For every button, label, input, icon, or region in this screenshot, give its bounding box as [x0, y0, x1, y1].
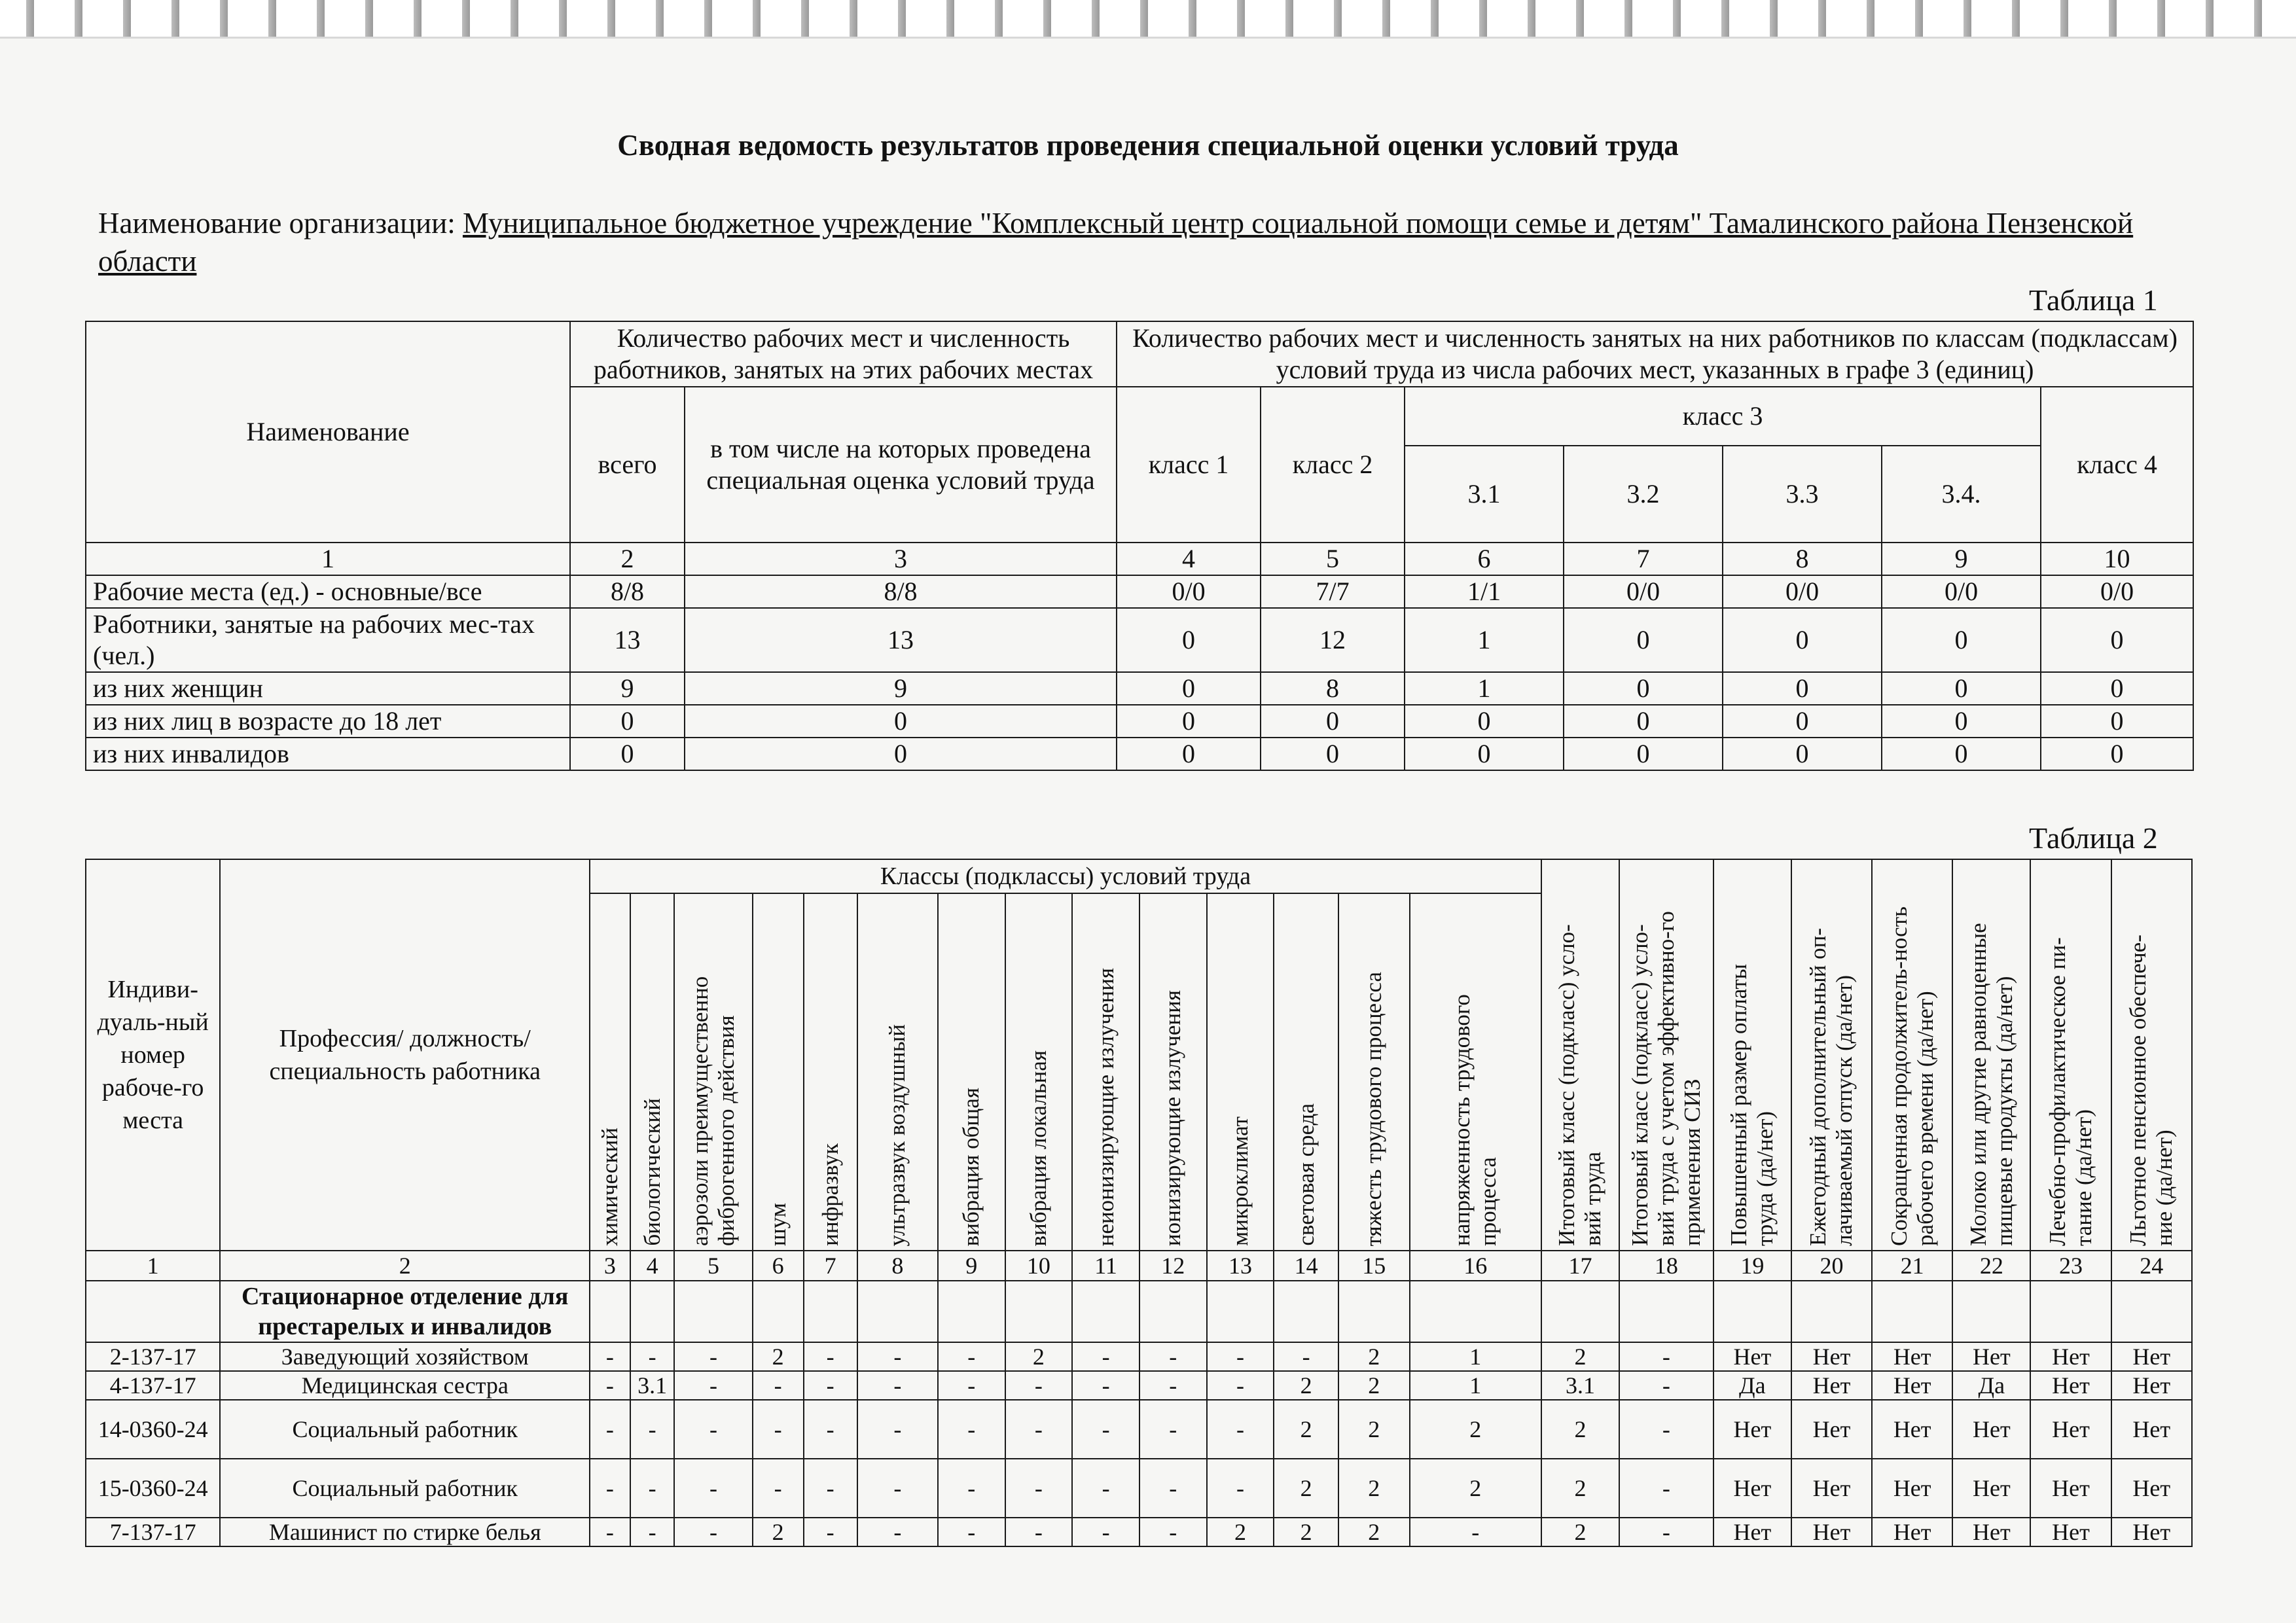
t1-cell: 0/0 — [1723, 575, 1882, 608]
t2-colnum: 8 — [857, 1251, 938, 1281]
t2-cell: - — [1619, 1342, 1713, 1371]
t1-header-class3: класс 3 — [1405, 387, 2041, 446]
organization-label: Наименование организации: — [98, 207, 463, 240]
empty-cell — [2030, 1281, 2111, 1342]
t2-cell: 2 — [1541, 1400, 1619, 1459]
t1-colnum: 7 — [1564, 543, 1723, 575]
t1-header-class2: класс 2 — [1261, 387, 1405, 543]
t1-cell: 0 — [1723, 608, 1882, 672]
t1-cell: 0/0 — [1564, 575, 1723, 608]
t1-row-name: из них инвалидов — [86, 738, 570, 770]
t2-workplace-id: 7-137-17 — [86, 1518, 220, 1546]
t1-cell: 0/0 — [1117, 575, 1261, 608]
t2-cell: - — [674, 1400, 752, 1459]
t2-cell: - — [1139, 1371, 1207, 1400]
t2-cell: - — [1005, 1400, 1073, 1459]
t2-cell: Нет — [1952, 1518, 2030, 1546]
t2-header-factor: тяжесть трудового процесса — [1338, 893, 1410, 1251]
t2-header-factor: световая среда — [1274, 893, 1338, 1251]
t1-header-3-2: 3.2 — [1564, 446, 1723, 543]
t2-colnum: 17 — [1541, 1251, 1619, 1281]
t2-colnum: 3 — [590, 1251, 630, 1281]
t2-profession: Социальный работник — [220, 1459, 590, 1518]
t2-cell: 2 — [1541, 1518, 1619, 1546]
t2-cell: 1 — [1410, 1342, 1541, 1371]
t1-cell: 0 — [1405, 738, 1564, 770]
t2-cell: 2 — [1541, 1342, 1619, 1371]
empty-cell — [1791, 1281, 1872, 1342]
t1-header-class1: класс 1 — [1117, 387, 1261, 543]
t2-cell: Нет — [1872, 1459, 1952, 1518]
empty-cell — [2111, 1281, 2192, 1342]
t2-cell: Нет — [2111, 1518, 2192, 1546]
t2-header-classes: Классы (подклассы) условий труда — [590, 859, 1541, 893]
t2-colnum: 1 — [86, 1251, 220, 1281]
t2-cell: Нет — [1713, 1342, 1791, 1371]
t2-cell: 2 — [1207, 1518, 1274, 1546]
t1-cell: 0 — [2041, 705, 2193, 738]
t2-cell: - — [630, 1400, 675, 1459]
t2-cell: - — [1072, 1342, 1139, 1371]
t2-cell: 2 — [1338, 1400, 1410, 1459]
t2-cell: 2 — [753, 1518, 804, 1546]
t2-colnum: 13 — [1207, 1251, 1274, 1281]
empty-cell — [1207, 1281, 1274, 1342]
t1-colnum: 8 — [1723, 543, 1882, 575]
t2-cell: - — [630, 1459, 675, 1518]
table-row — [86, 1518, 2192, 1546]
t2-cell: Нет — [2030, 1459, 2111, 1518]
t2-cell: Нет — [1872, 1371, 1952, 1400]
t2-cell: - — [857, 1371, 938, 1400]
table-row — [86, 1371, 2192, 1400]
t2-cell: Нет — [1872, 1518, 1952, 1546]
t2-cell: 2 — [1338, 1459, 1410, 1518]
t2-cell: 2 — [1541, 1459, 1619, 1518]
t2-cell: - — [938, 1518, 1005, 1546]
empty-cell — [86, 1281, 220, 1342]
t2-cell: - — [1139, 1459, 1207, 1518]
t2-cell: - — [1619, 1371, 1713, 1400]
t2-cell: - — [590, 1342, 630, 1371]
t2-header-factor: инфразвук — [804, 893, 857, 1251]
t1-cell: 1 — [1405, 608, 1564, 672]
empty-cell — [590, 1281, 630, 1342]
t1-row-name: Рабочие места (ед.) - основные/все — [86, 575, 570, 608]
t1-cell: 9 — [570, 672, 685, 705]
t1-header-assessed: в том числе на которых проведена специальная оценка условий труда — [685, 387, 1117, 543]
t2-cell: Нет — [1791, 1400, 1872, 1459]
t1-row-name: из них лиц в возрасте до 18 лет — [86, 705, 570, 738]
table1-label: Таблица 1 — [2029, 283, 2158, 317]
t2-cell: 1 — [1410, 1371, 1541, 1400]
t2-cell: Нет — [1952, 1342, 2030, 1371]
table-row — [86, 1459, 2192, 1518]
t1-cell: 0 — [1882, 672, 2041, 705]
t2-colnum: 21 — [1872, 1251, 1952, 1281]
t1-colnum: 6 — [1405, 543, 1564, 575]
t1-body — [86, 575, 2193, 770]
table2-label: Таблица 2 — [2029, 821, 2158, 855]
t2-cell: - — [590, 1518, 630, 1546]
t2-header-factor: напряженность трудового процесса — [1410, 893, 1541, 1251]
t2-cell: Нет — [1791, 1342, 1872, 1371]
t1-cell: 9 — [685, 672, 1117, 705]
t2-cell: - — [857, 1518, 938, 1546]
t2-header-final-class-siz: Итоговый класс (подкласс) усло-вий труда с учетом эффективно-го применения СИЗ — [1619, 859, 1713, 1251]
t2-header-guarantee: Сокращенная продолжитель-ность рабочего времени (да/нет) — [1872, 859, 1952, 1251]
t2-cell: 3.1 — [630, 1371, 675, 1400]
t2-cell: - — [674, 1459, 752, 1518]
t2-cell: - — [938, 1371, 1005, 1400]
t2-header-guarantee: Ежегодный дополнительный оп-лачиваемый отпуск (да/нет) — [1791, 859, 1872, 1251]
t2-cell: Нет — [2111, 1371, 2192, 1400]
t2-profession: Машинист по стирке белья — [220, 1518, 590, 1546]
table-row — [86, 1342, 2192, 1371]
t1-header-3-4: 3.4. — [1882, 446, 2041, 543]
t2-cell: - — [590, 1371, 630, 1400]
t2-cell: - — [1207, 1459, 1274, 1518]
t1-cell: 0 — [685, 738, 1117, 770]
t2-cell: - — [590, 1459, 630, 1518]
t1-cell: 0 — [1405, 705, 1564, 738]
t1-cell: 0 — [1117, 608, 1261, 672]
t2-colnum: 10 — [1005, 1251, 1073, 1281]
t1-row-name: Работники, занятые на рабочих мес-тах (чел.) — [86, 608, 570, 672]
t1-cell: 0 — [1882, 738, 2041, 770]
t2-column-numbers — [86, 1251, 2192, 1281]
t1-colnum: 10 — [2041, 543, 2193, 575]
t2-cell: - — [1207, 1342, 1274, 1371]
t2-cell: - — [674, 1371, 752, 1400]
empty-cell — [1410, 1281, 1541, 1342]
t1-cell: 0/0 — [1882, 575, 2041, 608]
t2-cell: 2 — [1274, 1400, 1338, 1459]
t2-cell: 2 — [1338, 1342, 1410, 1371]
t2-cell: Нет — [1952, 1400, 2030, 1459]
t2-cell: Нет — [2111, 1459, 2192, 1518]
t2-cell: - — [1139, 1342, 1207, 1371]
t1-column-numbers — [86, 543, 2193, 575]
t2-cell: Да — [1713, 1371, 1791, 1400]
t2-cell: Нет — [1791, 1459, 1872, 1518]
empty-cell — [1872, 1281, 1952, 1342]
t2-cell: - — [753, 1400, 804, 1459]
t2-cell: 2 — [1338, 1371, 1410, 1400]
empty-cell — [1139, 1281, 1207, 1342]
summary-table-2 — [85, 859, 2193, 1547]
t2-cell: Нет — [1872, 1400, 1952, 1459]
t1-cell: 0 — [1564, 705, 1723, 738]
t1-cell: 0 — [1882, 608, 2041, 672]
table-row — [86, 1400, 2192, 1459]
t2-cell: 2 — [1410, 1459, 1541, 1518]
t2-profession: Заведующий хозяйством — [220, 1342, 590, 1371]
empty-cell — [804, 1281, 857, 1342]
t2-cell: Да — [1952, 1371, 2030, 1400]
t2-colnum: 6 — [753, 1251, 804, 1281]
t2-cell: Нет — [1791, 1518, 1872, 1546]
t2-colnum: 11 — [1072, 1251, 1139, 1281]
t2-header-factor: вибрация общая — [938, 893, 1005, 1251]
t2-cell: 2 — [1274, 1459, 1338, 1518]
t1-header-classes: Количество рабочих мест и численность занятых на них работников по классам (подклассам) условий труда из числа рабочих мест, указанных в графе 3 (единиц) — [1117, 321, 2193, 387]
t2-cell: Нет — [2030, 1371, 2111, 1400]
table-row — [86, 672, 2193, 705]
t2-cell: 2 — [1274, 1371, 1338, 1400]
t2-cell: - — [1139, 1518, 1207, 1546]
t2-profession: Медицинская сестра — [220, 1371, 590, 1400]
t2-cell: Нет — [1713, 1518, 1791, 1546]
t1-cell: 0 — [1882, 705, 2041, 738]
t1-cell: 12 — [1261, 608, 1405, 672]
t1-header-class4: класс 4 — [2041, 387, 2193, 543]
t2-header-factor: микроклимат — [1207, 893, 1274, 1251]
t1-colnum: 9 — [1882, 543, 2041, 575]
t2-header-guarantee: Молоко или другие равноценные пищевые продукты (да/нет) — [1952, 859, 2030, 1251]
t2-header-guarantee: Повышенный размер оплаты труда (да/нет) — [1713, 859, 1791, 1251]
t2-header-factor: биологический — [630, 893, 675, 1251]
empty-cell — [753, 1281, 804, 1342]
t2-cell: - — [938, 1342, 1005, 1371]
t2-colnum: 7 — [804, 1251, 857, 1281]
t2-cell: - — [1274, 1342, 1338, 1371]
t2-cell: 2 — [753, 1342, 804, 1371]
t2-header-factor: неионизирующие излучения — [1072, 893, 1139, 1251]
t2-cell: - — [938, 1459, 1005, 1518]
t2-section-row — [86, 1281, 2192, 1342]
t1-colnum: 2 — [570, 543, 685, 575]
t2-colnum: 9 — [938, 1251, 1005, 1281]
empty-cell — [1005, 1281, 1073, 1342]
t1-header-name: Наименование — [86, 321, 570, 543]
t2-colnum: 23 — [2030, 1251, 2111, 1281]
t1-cell: 8/8 — [570, 575, 685, 608]
t2-cell: - — [857, 1400, 938, 1459]
t1-cell: 1/1 — [1405, 575, 1564, 608]
t2-header-final-class: Итоговый класс (подкласс) усло-вий труда — [1541, 859, 1619, 1251]
t2-cell: - — [1207, 1400, 1274, 1459]
t2-workplace-id: 14-0360-24 — [86, 1400, 220, 1459]
t2-cell: - — [1207, 1371, 1274, 1400]
t1-cell: 1 — [1405, 672, 1564, 705]
t2-cell: - — [857, 1342, 938, 1371]
t1-cell: 0 — [1723, 672, 1882, 705]
t2-header-id: Индиви-дуаль-ный номер рабоче-го места — [86, 859, 220, 1251]
t1-cell: 7/7 — [1261, 575, 1405, 608]
t2-cell: Нет — [1713, 1400, 1791, 1459]
t2-cell: - — [1072, 1400, 1139, 1459]
t2-cell: - — [804, 1518, 857, 1546]
t2-section-title: Стационарное отделение для престарелых и инвалидов — [220, 1281, 590, 1342]
organization-name: Муниципальное бюджетное учреждение "Комплексный центр социальной помощи семье и детям" Тамалинского района Пензенской области — [98, 207, 2134, 277]
t2-cell: - — [1005, 1518, 1073, 1546]
t2-cell: 2 — [1274, 1518, 1338, 1546]
t2-cell: - — [1072, 1459, 1139, 1518]
t2-workplace-id: 15-0360-24 — [86, 1459, 220, 1518]
t1-cell: 0 — [1723, 738, 1882, 770]
document-title: Сводная ведомость результатов проведения специальной оценки условий труда — [617, 129, 1679, 162]
t2-cell: 3.1 — [1541, 1371, 1619, 1400]
organization-line — [98, 204, 2206, 280]
t2-cell: - — [804, 1400, 857, 1459]
t2-header-profession: Профессия/ должность/ специальность работника — [220, 859, 590, 1251]
t1-cell: 0 — [1564, 672, 1723, 705]
t2-colnum: 20 — [1791, 1251, 1872, 1281]
t2-colnum: 16 — [1410, 1251, 1541, 1281]
t1-header-3-1: 3.1 — [1405, 446, 1564, 543]
t1-cell: 0 — [2041, 608, 2193, 672]
empty-cell — [1338, 1281, 1410, 1342]
t2-header-factor: вибрация локальная — [1005, 893, 1073, 1251]
t1-cell: 0 — [1261, 738, 1405, 770]
t2-cell: Нет — [2111, 1342, 2192, 1371]
t1-header-3-3: 3.3 — [1723, 446, 1882, 543]
t2-profession: Социальный работник — [220, 1400, 590, 1459]
t1-cell: 0 — [1261, 705, 1405, 738]
t2-cell: Нет — [1713, 1459, 1791, 1518]
t2-header-factor: ионизирующие излучения — [1139, 893, 1207, 1251]
t1-cell: 0 — [2041, 738, 2193, 770]
empty-cell — [938, 1281, 1005, 1342]
t1-cell: 0/0 — [2041, 575, 2193, 608]
empty-cell — [857, 1281, 938, 1342]
t2-cell: Нет — [2030, 1342, 2111, 1371]
summary-table-1 — [85, 321, 2194, 771]
empty-cell — [674, 1281, 752, 1342]
t1-cell: 0 — [1117, 672, 1261, 705]
t2-cell: - — [1005, 1459, 1073, 1518]
t2-cell: - — [1410, 1518, 1541, 1546]
t2-cell: 2 — [1410, 1400, 1541, 1459]
t1-header-count: Количество рабочих мест и численность работников, занятых на этих рабочих местах — [570, 321, 1117, 387]
t1-cell: 0 — [570, 738, 685, 770]
t2-cell: Нет — [1952, 1459, 2030, 1518]
table-row — [86, 705, 2193, 738]
t1-cell: 0 — [2041, 672, 2193, 705]
t1-cell: 0 — [570, 705, 685, 738]
t1-cell: 0 — [1564, 608, 1723, 672]
t2-cell: - — [857, 1459, 938, 1518]
t2-cell: - — [1619, 1518, 1713, 1546]
t1-cell: 0 — [685, 705, 1117, 738]
t2-colnum: 18 — [1619, 1251, 1713, 1281]
t1-colnum: 3 — [685, 543, 1117, 575]
t2-cell: - — [1072, 1518, 1139, 1546]
t2-cell: Нет — [2030, 1400, 2111, 1459]
t1-header-total: всего — [570, 387, 685, 543]
t2-cell: 2 — [1338, 1518, 1410, 1546]
t2-workplace-id: 2-137-17 — [86, 1342, 220, 1371]
t2-cell: Нет — [1872, 1342, 1952, 1371]
t2-cell: - — [804, 1342, 857, 1371]
t2-cell: - — [804, 1371, 857, 1400]
t2-header-guarantee: Лечебно-профилактическое пи-тание (да/нет) — [2030, 859, 2111, 1251]
t2-cell: - — [590, 1400, 630, 1459]
t2-cell: - — [1619, 1400, 1713, 1459]
t2-cell: - — [753, 1459, 804, 1518]
t1-row-name: из них женщин — [86, 672, 570, 705]
table-row — [86, 575, 2193, 608]
t2-colnum: 15 — [1338, 1251, 1410, 1281]
t2-header-factor: химический — [590, 893, 630, 1251]
t2-cell: - — [630, 1342, 675, 1371]
empty-cell — [1072, 1281, 1139, 1342]
t2-colnum: 4 — [630, 1251, 675, 1281]
t2-colnum: 2 — [220, 1251, 590, 1281]
t1-cell: 0 — [1117, 705, 1261, 738]
t2-workplace-id: 4-137-17 — [86, 1371, 220, 1400]
t2-colnum: 24 — [2111, 1251, 2192, 1281]
t2-colnum: 12 — [1139, 1251, 1207, 1281]
t2-body — [86, 1251, 2192, 1546]
t2-header-guarantee: Льготное пенсионное обеспече-ние (да/нет) — [2111, 859, 2192, 1251]
t1-colnum: 5 — [1261, 543, 1405, 575]
t2-cell: Нет — [1791, 1371, 1872, 1400]
spiral-binding — [0, 0, 2296, 39]
t2-cell: Нет — [2111, 1400, 2192, 1459]
t1-cell: 8/8 — [685, 575, 1117, 608]
t2-colnum: 19 — [1713, 1251, 1791, 1281]
t2-cell: - — [630, 1518, 675, 1546]
table-row — [86, 738, 2193, 770]
t1-cell: 0 — [1723, 705, 1882, 738]
t2-cell: - — [674, 1518, 752, 1546]
t2-cell: - — [1005, 1371, 1073, 1400]
t2-cell: Нет — [2030, 1518, 2111, 1546]
t2-header-factor: шум — [753, 893, 804, 1251]
t2-cell: - — [1619, 1459, 1713, 1518]
t2-cell: - — [1139, 1400, 1207, 1459]
t2-header-factor: аэрозоли преимущественно фиброгенного действия — [674, 893, 752, 1251]
t1-cell: 0 — [1564, 738, 1723, 770]
empty-cell — [1713, 1281, 1791, 1342]
t2-cell: - — [938, 1400, 1005, 1459]
empty-cell — [630, 1281, 675, 1342]
t2-header-factor: ультразвук воздушный — [857, 893, 938, 1251]
t2-cell: - — [674, 1342, 752, 1371]
t2-colnum: 5 — [674, 1251, 752, 1281]
empty-cell — [1274, 1281, 1338, 1342]
table-row — [86, 608, 2193, 672]
t2-cell: - — [753, 1371, 804, 1400]
t2-cell: 2 — [1005, 1342, 1073, 1371]
empty-cell — [1952, 1281, 2030, 1342]
t1-colnum: 1 — [86, 543, 570, 575]
t2-colnum: 22 — [1952, 1251, 2030, 1281]
t1-cell: 13 — [685, 608, 1117, 672]
t2-cell: - — [804, 1459, 857, 1518]
t1-cell: 8 — [1261, 672, 1405, 705]
t2-cell: - — [1072, 1371, 1139, 1400]
t2-colnum: 14 — [1274, 1251, 1338, 1281]
empty-cell — [1541, 1281, 1619, 1342]
t1-cell: 13 — [570, 608, 685, 672]
t1-cell: 0 — [1117, 738, 1261, 770]
empty-cell — [1619, 1281, 1713, 1342]
t1-colnum: 4 — [1117, 543, 1261, 575]
